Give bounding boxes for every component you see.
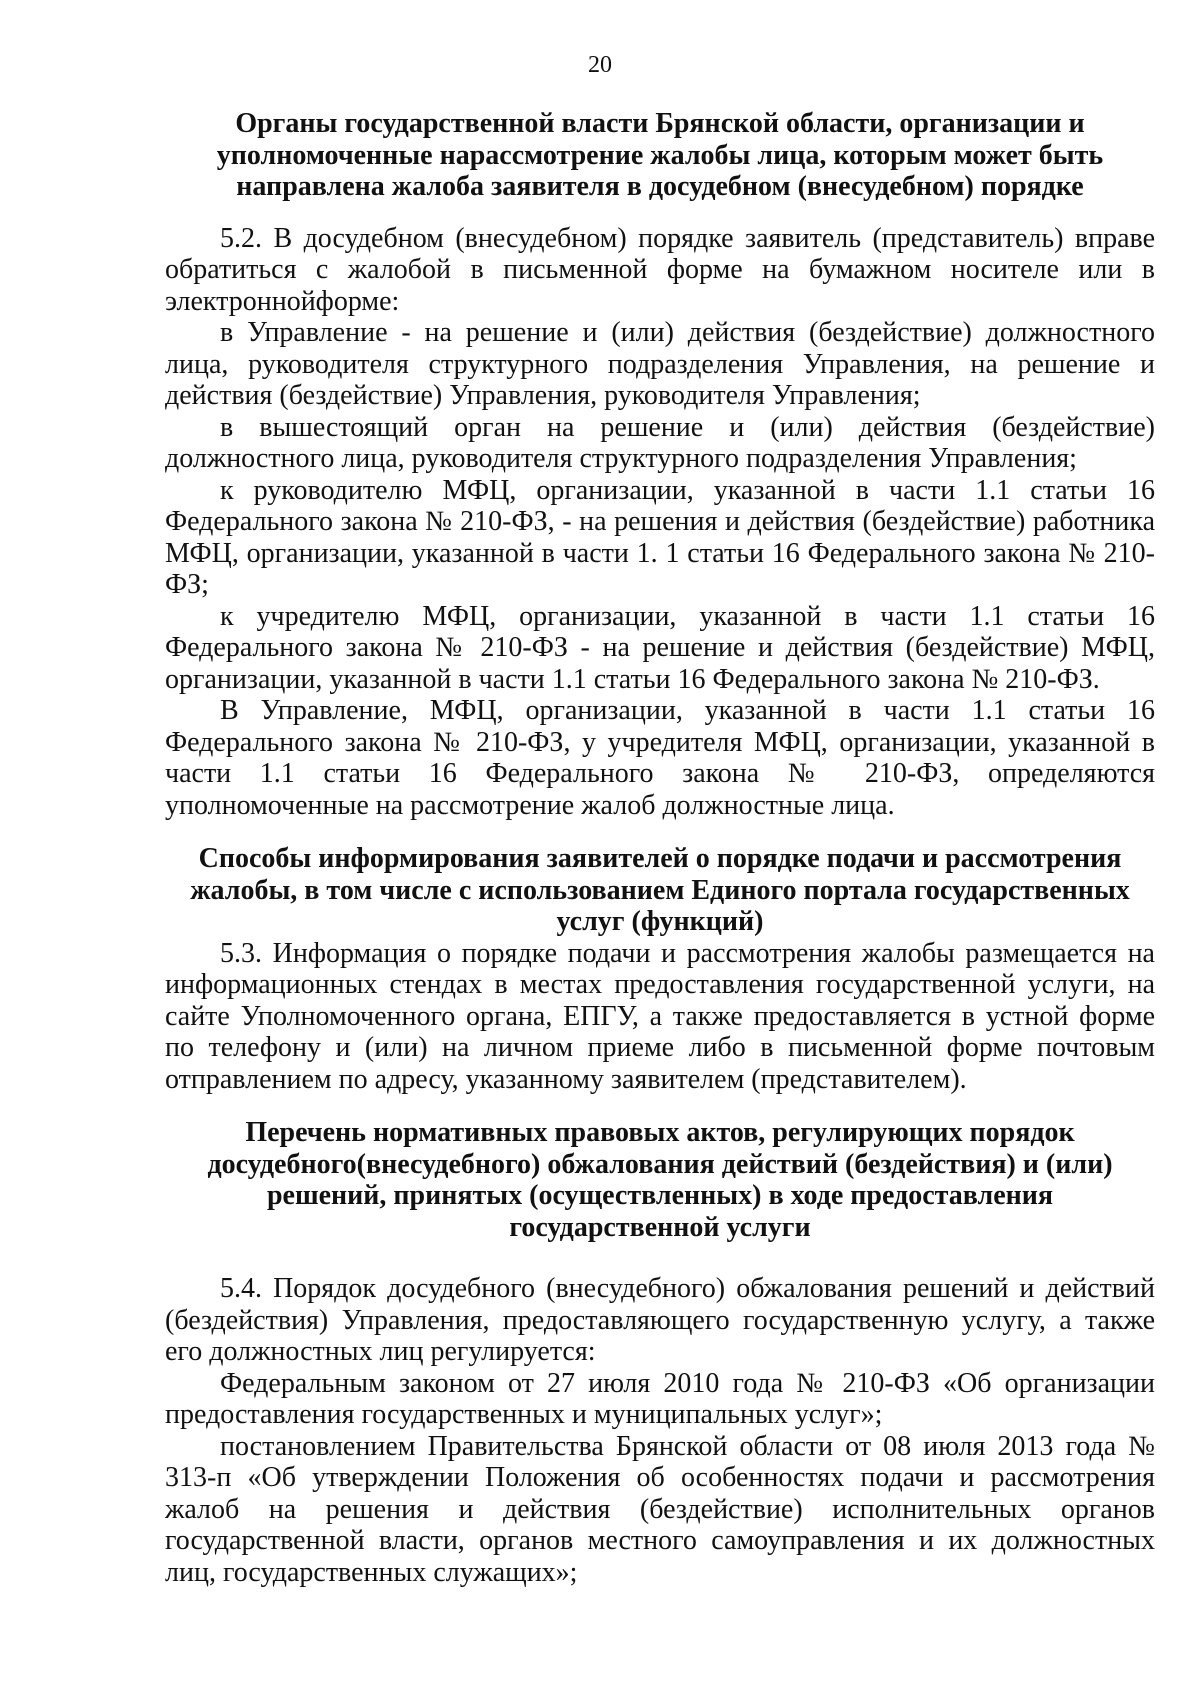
section-title: Перечень нормативных правовых актов, регулирующих порядок досудебного(внесудебного) обжалования действий (бездействия) и (или) решений, принятых (осуществленных) в ходе предоставления государственной услуги [207, 1117, 1113, 1243]
paragraph: В Управление, МФЦ, организации, указанной в части 1.1 статьи 16 Федерального закона № 210-ФЗ, у учредителя МФЦ, организации, указанной в части 1.1 статьи 16 Федерального закона № 210-ФЗ, определяются уполномоченные на рассмотрение жалоб должностные лица. [165, 695, 1155, 821]
paragraph: 5.3. Информация о порядке подачи и рассмотрения жалобы размещается на информационных стендах в местах предоставления государственной услуги, на сайте Уполномоченного органа, ЕПГУ, а также предоставляется в устной форме по телефону и (или) на личном приеме либо в письменной форме почтовым отправлением по адресу, указанному заявителем (представителем). [165, 937, 1155, 1095]
paragraph: 5.2. В досудебном (внесудебном) порядке заявитель (представитель) вправе обратиться с жалобой в письменной форме на бумажном носителе или в электроннойформе: [165, 222, 1155, 317]
section-appeal-bodies [165, 108, 1155, 821]
section-title: Органы государственной власти Брянской области, организации и уполномоченные нарассмотрение жалобы лица, которым может быть направлена жалоба заявителя в досудебном (внесудебном) порядке [216, 108, 1104, 202]
paragraph: в Управление - на решение и (или) действия (бездействие) должностного лица, руководителя структурного подразделения Управления, на решение и действия (бездействие) Управления, руководителя Управления; [165, 317, 1155, 411]
section-title: Способы информирования заявителей о порядке подачи и рассмотрения жалобы, в том числе с использованием Единого портала государственных услуг (функций) [190, 843, 1130, 937]
paragraph: в вышестоящий орган на решение и (или) действия (бездействие) должностного лица, руководителя структурного подразделения Управления; [165, 411, 1155, 474]
paragraph: к руководителю МФЦ, организации, указанной в части 1.1 статьи 16 Федерального закона № 210-ФЗ, - на решения и действия (бездействие) работника МФЦ, организации, указанной в части 1. 1 статьи 16 Федерального закона № 210-ФЗ; [165, 474, 1155, 600]
section-informing-methods [165, 843, 1155, 1095]
paragraph: к учредителю МФЦ, организации, указанной в части 1.1 статьи 16 Федерального закона № 210-ФЗ - на решение и действия (бездействие) МФЦ, организации, указанной в части 1.1 статьи 16 Федерального закона № 210-ФЗ. [165, 600, 1155, 695]
paragraph: 5.4. Порядок досудебного (внесудебного) обжалования решений и действий (бездействия) Управления, предоставляющего государственную услугу, а также его должностных лиц регулируется: [165, 1273, 1155, 1367]
document-body [165, 108, 1155, 1588]
paragraph: Федеральным законом от 27 июля 2010 года № 210-ФЗ «Об организации предоставления государственных и муниципальных услуг»; [165, 1367, 1155, 1430]
page-number: 20 [588, 52, 612, 78]
paragraph: постановлением Правительства Брянской области от 08 июля 2013 года № 313-п «Об утверждении Положения об особенностях подачи и рассмотрения жалоб на решения и действия (бездействие) исполнительных органов государственной власти, органов местного самоуправления и их должностных лиц, государственных служащих»; [165, 1430, 1155, 1588]
section-legal-acts [165, 1117, 1155, 1588]
